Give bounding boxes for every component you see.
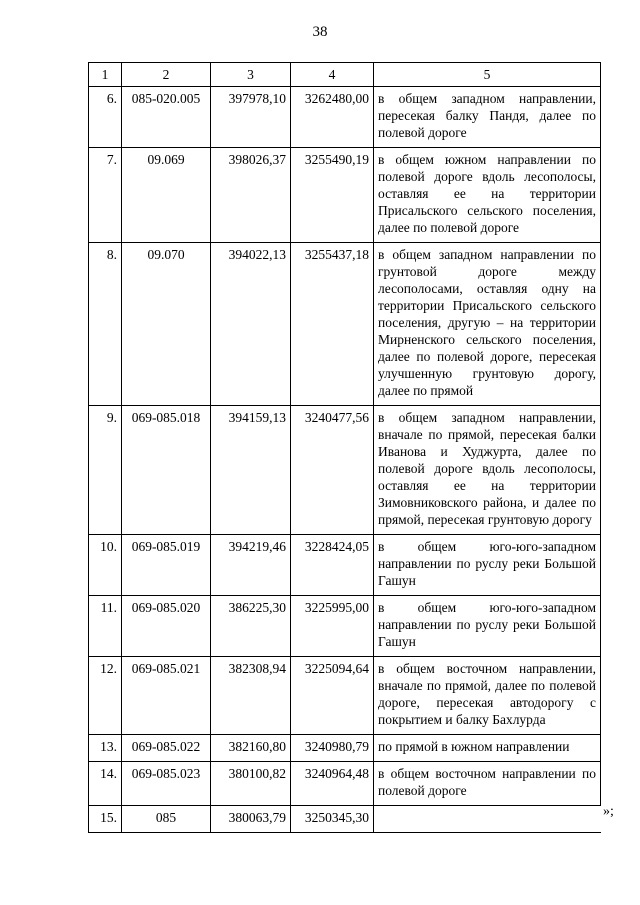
table-row: [89, 735, 601, 762]
point-code-cell: 069-085.020: [122, 596, 211, 657]
table-row: [89, 535, 601, 596]
table-row: [89, 806, 601, 833]
description-cell: в общем юго-юго-западном направлении по руслу реки Большой Гашун: [374, 596, 601, 657]
x-coordinate-cell: 382160,80: [211, 735, 291, 762]
header-cell: 5: [374, 63, 601, 87]
header-cell: 4: [291, 63, 374, 87]
table-row: [89, 406, 601, 535]
y-coordinate-cell: 3240477,56: [291, 406, 374, 535]
point-code-cell: 09.069: [122, 148, 211, 243]
x-coordinate-cell: 397978,10: [211, 87, 291, 148]
header-cell: 2: [122, 63, 211, 87]
row-number-cell: 8.: [89, 243, 122, 406]
point-code-cell: 085: [122, 806, 211, 833]
y-coordinate-cell: 3225995,00: [291, 596, 374, 657]
row-number-cell: 11.: [89, 596, 122, 657]
description-cell: в общем западном направлении по грунтовой дороге между лесополосами, оставляя одну на территории Присальского сельского поселения, другую – на территории Мирненского сельского поселения, далее по полевой дороге, пересекая улучшенную грунтовую дорогу, далее по прямой: [374, 243, 601, 406]
description-cell: в общем западном направлении, вначале по прямой, пересекая балки Иванова и Худжурта, далее по полевой дороге вдоль лесополосы, оставляя ее на территории Зимовниковского района, и далее по прямой, пересекая грунтовую дорогу: [374, 406, 601, 535]
x-coordinate-cell: 394022,13: [211, 243, 291, 406]
y-coordinate-cell: 3250345,30: [291, 806, 374, 833]
point-code-cell: 069-085.019: [122, 535, 211, 596]
row-number-cell: 6.: [89, 87, 122, 148]
y-coordinate-cell: 3240980,79: [291, 735, 374, 762]
x-coordinate-cell: 380063,79: [211, 806, 291, 833]
point-code-cell: 09.070: [122, 243, 211, 406]
row-number-cell: 7.: [89, 148, 122, 243]
table-row: [89, 657, 601, 735]
description-cell: по прямой в южном направлении: [374, 735, 601, 762]
description-cell: в общем южном направлении по полевой дороге вдоль лесополосы, оставляя ее на территории Присальского сельского поселения, далее по полевой дороге: [374, 148, 601, 243]
header-cell: 1: [89, 63, 122, 87]
row-number-cell: 14.: [89, 762, 122, 806]
y-coordinate-cell: 3240964,48: [291, 762, 374, 806]
description-cell: в общем юго-юго-западном направлении по руслу реки Большой Гашун: [374, 535, 601, 596]
x-coordinate-cell: 398026,37: [211, 148, 291, 243]
point-code-cell: 069-085.023: [122, 762, 211, 806]
row-number-cell: 15.: [89, 806, 122, 833]
x-coordinate-cell: 382308,94: [211, 657, 291, 735]
point-code-cell: 069-085.021: [122, 657, 211, 735]
x-coordinate-cell: 394159,13: [211, 406, 291, 535]
table-row: [89, 87, 601, 148]
table-header-row: [89, 63, 601, 87]
y-coordinate-cell: 3255437,18: [291, 243, 374, 406]
row-number-cell: 13.: [89, 735, 122, 762]
point-code-cell: 069-085.018: [122, 406, 211, 535]
point-code-cell: 085-020.005: [122, 87, 211, 148]
y-coordinate-cell: 3262480,00: [291, 87, 374, 148]
table-row: [89, 148, 601, 243]
row-number-cell: 9.: [89, 406, 122, 535]
boundary-table: [88, 62, 601, 833]
y-coordinate-cell: 3225094,64: [291, 657, 374, 735]
row-number-cell: 12.: [89, 657, 122, 735]
table-row: [89, 243, 601, 406]
page-number: 38: [312, 24, 328, 40]
x-coordinate-cell: 380100,82: [211, 762, 291, 806]
table-row: [89, 596, 601, 657]
description-cell: [374, 806, 601, 833]
closing-quote-mark: »;: [603, 804, 614, 819]
y-coordinate-cell: 3255490,19: [291, 148, 374, 243]
table-row: [89, 762, 601, 806]
x-coordinate-cell: 386225,30: [211, 596, 291, 657]
description-cell: в общем восточном направлении по полевой дороге: [374, 762, 601, 806]
y-coordinate-cell: 3228424,05: [291, 535, 374, 596]
point-code-cell: 069-085.022: [122, 735, 211, 762]
row-number-cell: 10.: [89, 535, 122, 596]
description-cell: в общем восточном направлении, вначале по прямой, далее по полевой дороге, пересекая автодорогу с покрытием и балку Бахлурда: [374, 657, 601, 735]
description-cell: в общем западном направлении, пересекая балку Пандя, далее по полевой дороге: [374, 87, 601, 148]
header-cell: 3: [211, 63, 291, 87]
x-coordinate-cell: 394219,46: [211, 535, 291, 596]
